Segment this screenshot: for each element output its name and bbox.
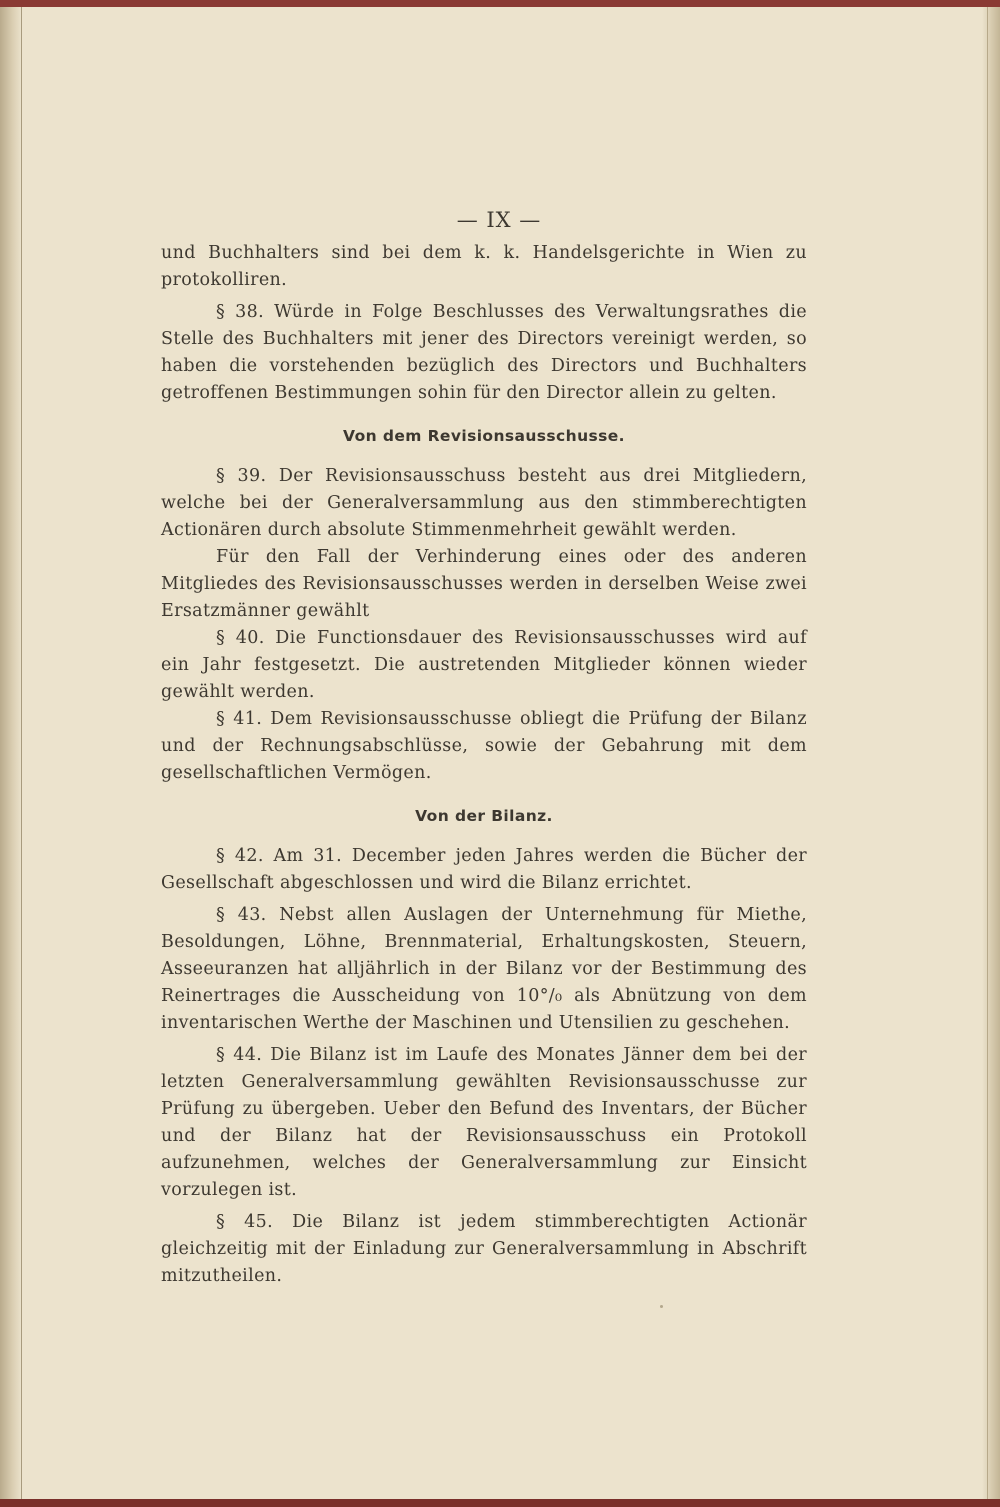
page-number: — IX — (456, 208, 542, 232)
paragraph-section-45: § 45. Die Bilanz ist jedem stimmberechtigten Actionär gleichzeitig mit der Einladung zur Generalversammlung in Abschrift mitzutheilen. (161, 1212, 807, 1286)
paragraph-section-41: § 41. Dem Revisionsausschusse obliegt die Prüfung der Bilanz und der Rechnungsabschlüsse, sowie der Gebahrung mit dem gesellschaftlichen Vermögen. (161, 709, 807, 783)
bottom-cover-edge (0, 1499, 1000, 1507)
paragraph-section-40: § 40. Die Functionsdauer des Revisionsausschusses wird auf ein Jahr festgesetzt. Die austretenden Mitglieder können wieder gewählt werden. (161, 628, 807, 702)
binding-line (21, 7, 22, 1499)
paragraph-section-39: § 39. Der Revisionsausschuss besteht aus drei Mitgliedern, welche bei der Generalversammlung aus den stimmberechtigten Actionären durch absolute Stimmenmehrheit gewählt werden. (161, 466, 807, 540)
heading-bilanz: Von der Bilanz. (415, 807, 553, 825)
paragraph-section-43: § 43. Nebst allen Auslagen der Unternehmung für Miethe, Besoldungen, Löhne, Brennmaterial, Erhaltungskosten, Steuern, Asseeuranzen hat alljährlich in der Bilanz vor der Bestimmung des Reinertrages die Ausscheidung von 10°/₀ als Abnützung von dem inventarischen Werthe der Maschinen und Utensilien zu geschehen. (161, 905, 807, 1033)
right-page-edge-line (987, 7, 988, 1499)
paragraph-section-44: § 44. Die Bilanz ist im Laufe des Monates Jänner dem bei der letzten Generalversammlung gewählten Revisionsausschusse zur Prüfung zu übergeben. Ueber den Befund des Inventars, der Bücher und der Bilanz hat der Revisionsausschuss ein Protokoll aufzunehmen, welches der Generalversammlung zur Einsicht vorzulegen ist. (161, 1045, 807, 1200)
paragraph-continuation: und Buchhalters sind bei dem k. k. Handelsgerichte in Wien zu protokolliren. (161, 243, 807, 290)
right-page-edge (982, 7, 1000, 1499)
heading-revisionsausschuss: Von dem Revisionsausschusse. (343, 427, 625, 445)
paragraph-section-39-continued: Für den Fall der Verhinderung eines oder des anderen Mitgliedes des Revisionsausschusses werden in derselben Weise zwei Ersatzmänner gewählt (161, 547, 807, 621)
binding-gutter (0, 7, 22, 1499)
paragraph-section-42: § 42. Am 31. December jeden Jahres werden die Bücher der Gesellschaft abgeschlossen und wird die Bilanz errichtet. (161, 846, 807, 893)
page-text (161, 200, 807, 1290)
paragraph-section-38: § 38. Würde in Folge Beschlusses des Verwaltungsrathes die Stelle des Buchhalters mit jener des Directors vereinigt werden, so haben die vorstehenden bezüglich des Directors und Buchhalters getroffenen Bestimmungen sohin für den Director allein zu gelten. (161, 302, 807, 403)
top-cover-edge (0, 0, 1000, 7)
paper-speck (660, 1305, 663, 1308)
